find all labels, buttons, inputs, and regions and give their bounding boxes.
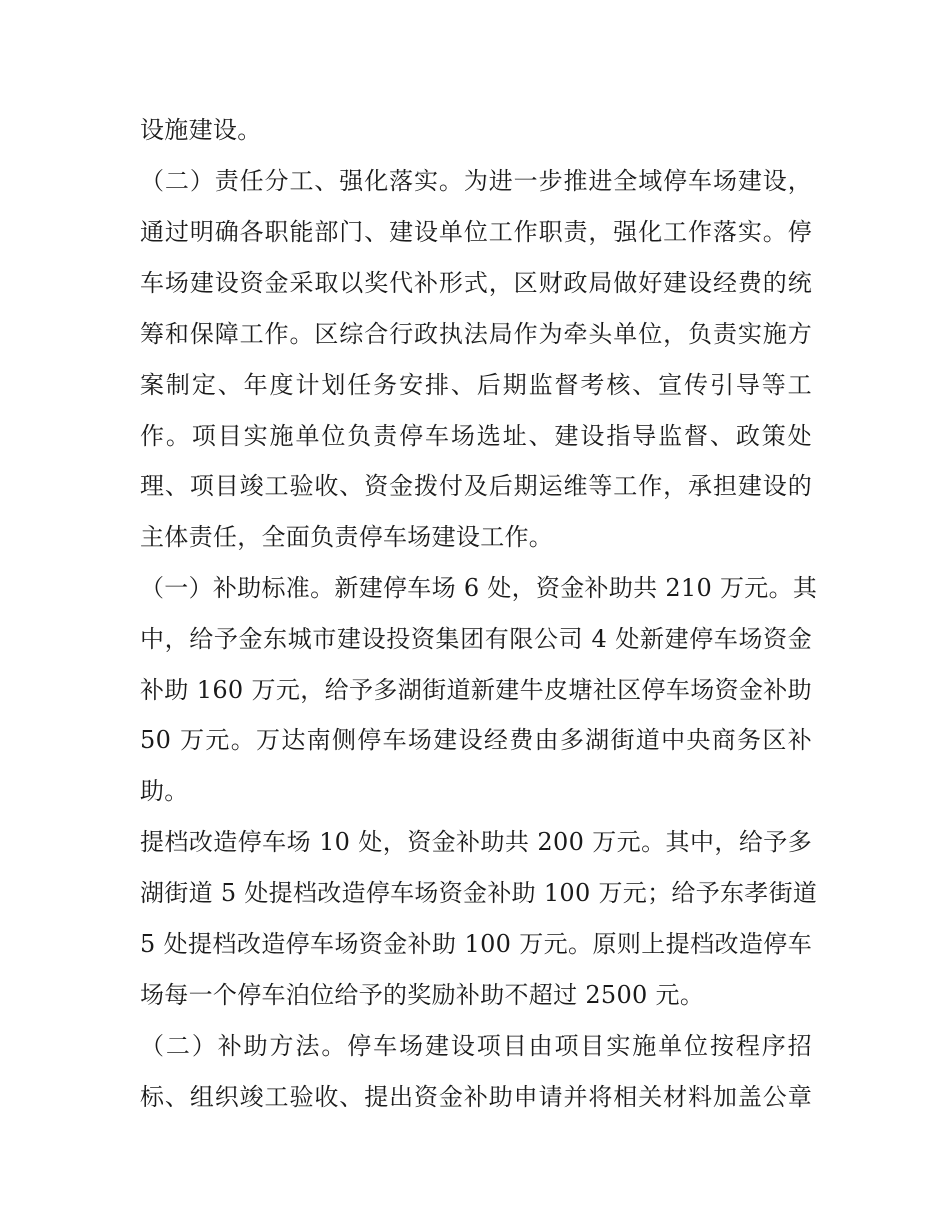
text-line: 提档改造停车场 10 处，资金补助共 200 万元。其中，给予多 [140,828,812,856]
text-line: 50 万元。万达南侧停车场建设经费由多湖街道中央商务区补 [140,726,812,754]
text-line: 标、组织竣工验收、提出资金补助申请并将相关材料加盖公章 [140,1083,812,1111]
text-line: （一）补助标准。新建停车场 6 处，资金补助共 210 万元。其 [140,574,818,602]
text-line: 5 处提档改造停车场资金补助 100 万元。原则上提档改造停车 [140,930,812,958]
text-line: 设施建设。 [140,116,262,144]
text-line: （二）责任分工、强化落实。为进一步推进全域停车场建设， [140,167,812,195]
text-line: 理、项目竣工验收、资金拨付及后期运维等工作，承担建设的 [140,472,812,500]
text-line: 车场建设资金采取以奖代补形式，区财政局做好建设经费的统 [140,269,812,297]
text-line: 通过明确各职能部门、建设单位工作职责，强化工作落实。停 [140,218,812,246]
text-line: （二）补助方法。停车场建设项目由项目实施单位按程序招 [140,1032,812,1060]
text-line: 主体责任，全面负责停车场建设工作。 [140,523,554,551]
text-line: 中，给予金东城市建设投资集团有限公司 4 处新建停车场资金 [140,625,812,653]
text-line: 案制定、年度计划任务安排、后期监督考核、宣传引导等工 [140,371,812,399]
text-line: 助。 [140,777,189,805]
text-line: 补助 160 万元，给予多湖街道新建牛皮塘社区停车场资金补助 [140,676,812,704]
text-line: 湖街道 5 处提档改造停车场资金补助 100 万元；给予东孝街道 [140,879,818,907]
text-line: 作。项目实施单位负责停车场选址、建设指导监督、政策处 [140,422,812,450]
text-line: 场每一个停车泊位给予的奖励补助不超过 2500 元。 [140,981,705,1009]
text-line: 筹和保障工作。区综合行政执法局作为牵头单位，负责实施方 [140,320,812,348]
